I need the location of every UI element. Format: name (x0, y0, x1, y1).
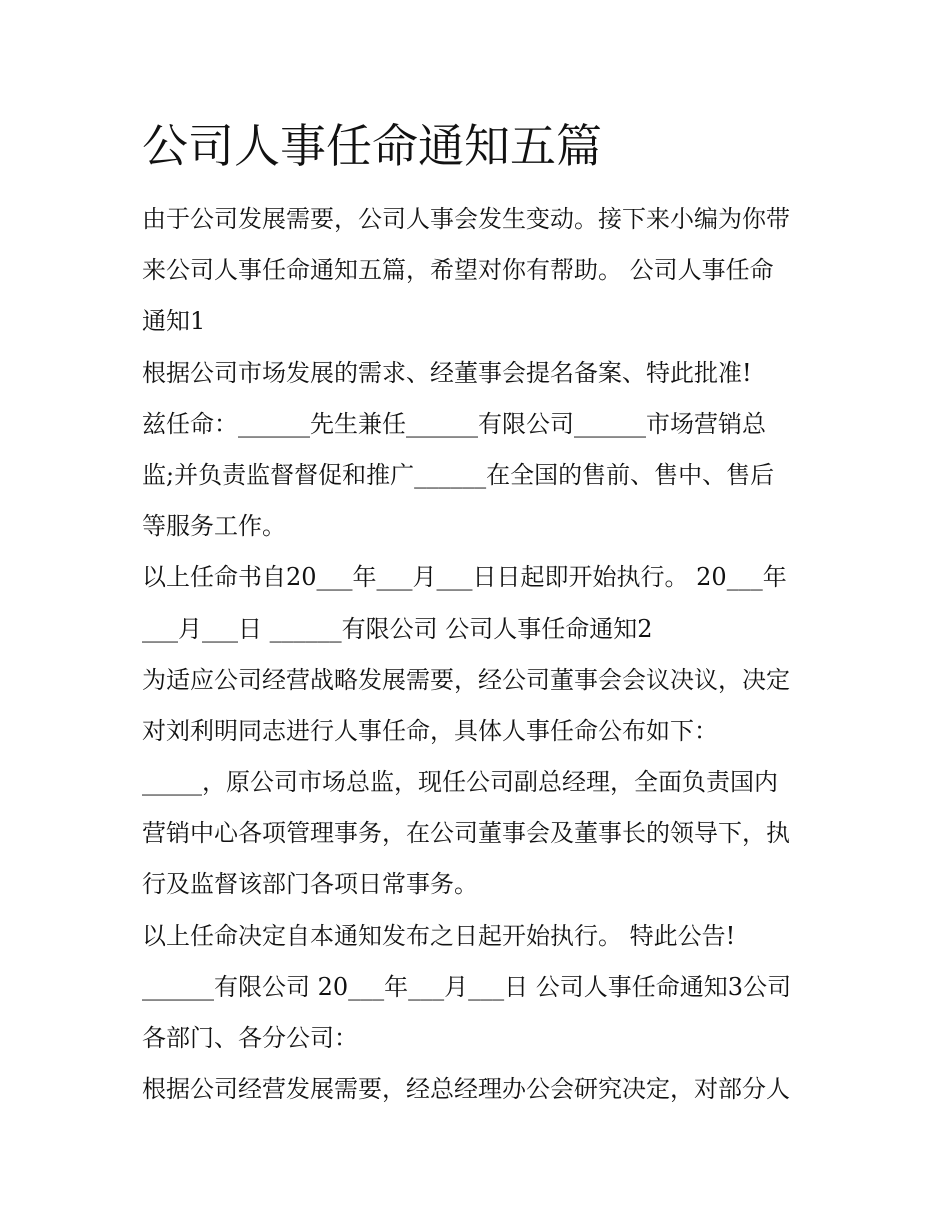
body-line: 来公司人事任命通知五篇，希望对你有帮助。 公司人事任命 (142, 256, 774, 285)
body-line: 各部门、各分公司： (142, 1024, 358, 1052)
body-line: 对刘利明同志进行人事任命，具体人事任命公布如下： (142, 716, 718, 745)
body-line: 根据公司市场发展的需求、经董事会提名备案、特此批准! (142, 358, 752, 387)
body-line: 营销中心各项管理事务，在公司董事会及董事长的领导下，执 (142, 819, 790, 848)
body-line: 以上任命决定自本通知发布之日起开始执行。 特此公告! (142, 921, 736, 950)
body-line: ___月___日 ______有限公司 公司人事任命通知2 (142, 614, 653, 643)
body-line: _____，原公司市场总监，现任公司副总经理，全面负责国内 (142, 768, 778, 797)
body-line: 为适应公司经营战略发展需要，经公司董事会会议决议，决定 (142, 665, 790, 694)
body-line: 根据公司经营发展需要，经总经理办公会研究决定，对部分人 (142, 1075, 790, 1104)
body-line: 行及监督该部门各项日常事务。 (142, 870, 478, 899)
body-line: 由于公司发展需要，公司人事会发生变动。接下来小编为你带 (142, 205, 790, 233)
document-body (142, 194, 832, 1115)
body-line: 以上任命书自20___年___月___日日起即开始执行。 20___年 (142, 563, 787, 592)
body-line: 监;并负责监督督促和推广______在全国的售前、售中、售后 (142, 460, 775, 489)
body-line: 兹任命：______先生兼任______有限公司______市场营销总 (142, 409, 766, 438)
body-line: ______有限公司 20___年___月___日 公司人事任命通知3公司 (142, 972, 792, 1001)
body-line: 通知1 (142, 307, 206, 336)
body-line: 等服务工作。 (142, 512, 286, 541)
document-title: 公司人事任命通知五篇 (142, 119, 602, 173)
